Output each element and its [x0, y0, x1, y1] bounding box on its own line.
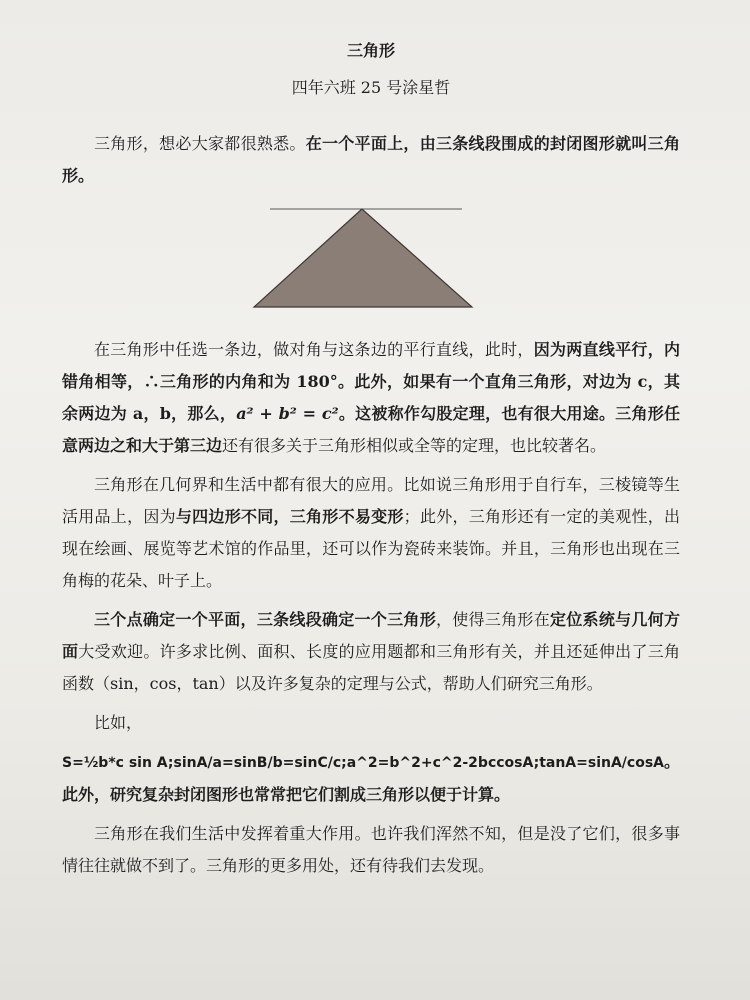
formulas-bold-text: 。此外，研究复杂封闭图形也常常把它们割成三角形以便于计算。 [62, 752, 681, 804]
angle-sum-text-1: 在三角形中任选一条边，做对角与这条边的平行直线，此时， [94, 340, 534, 359]
applications-bold: 与四边形不同，三角形不易变形 [175, 507, 404, 526]
angle-sum-text-2: 还有很多关于三角形相似或全等的定理，也比较著名。 [222, 436, 607, 455]
paragraph-geometry [62, 604, 680, 700]
geometry-bold-1: 三个点确定一个平面，三条线段确定一个三角形 [94, 610, 436, 629]
paragraph-example-intro: 比如， [94, 713, 143, 732]
angle-sum-bold: 因为两直线平行，内错角相等，∴三角形的内角和为 180°。此外，如果有一个直角三角形，对边为 c，其余两边为 a，b，那么， [62, 340, 680, 423]
triangle-diagram [62, 206, 680, 328]
geometry-text-1: ，使得三角形在 [435, 610, 550, 629]
document-title: 三角形 [346, 41, 395, 60]
pythagoras-formula: a² + b² = c² [236, 404, 339, 423]
paragraph-conclusion: 三角形在我们生活中发挥着重大作用。也许我们浑然不知，但是没了它们，很多事情往往就做不到了。三角形的更多用处，还有待我们去发现。 [62, 824, 680, 875]
triangle-figure [62, 206, 680, 328]
paragraph-intro [62, 128, 680, 192]
paragraph-applications [62, 469, 680, 597]
trig-formulas: S=½b*c sin A;sinA/a=sinB/b=sinC/c;a^2=b^2+c^2-2bccosA;tanA=sinA/cosA [62, 755, 664, 771]
paragraph-angle-sum [62, 334, 680, 462]
geometry-bold-2: 定位系统与几何方面 [62, 610, 680, 661]
intro-definition: 在一个平面上，由三条线段围成的封闭图形就叫三角形。 [62, 134, 680, 185]
paragraph-formulas [62, 746, 680, 811]
geometry-text-2: 大受欢迎。许多求比例、面积、长度的应用题都和三角形有关，并且还延伸出了三角函数（sin，cos，tan）以及许多复杂的定理与公式，帮助人们研究三角形。 [62, 642, 680, 693]
triangle-shape [254, 209, 472, 307]
applications-text-1: 三角形在几何界和生活中都有很大的应用。比如说三角形用于自行车，三棱镜等生活用品上，因为 [62, 475, 680, 526]
applications-text-2: ；此外，三角形还有一定的美观性，出现在绘画、展览等艺术馆的作品里，还可以作为瓷砖来装饰。并且，三角形也出现在三角梅的花朵、叶子上。 [62, 507, 680, 590]
document-author: 四年六班 25 号涂星哲 [291, 78, 451, 97]
intro-text: 三角形，想必大家都很熟悉。 [94, 134, 306, 153]
pythagoras-bold: 。这被称作勾股定理，也有很大用途。三角形任意两边之和大于第三边 [62, 404, 680, 455]
